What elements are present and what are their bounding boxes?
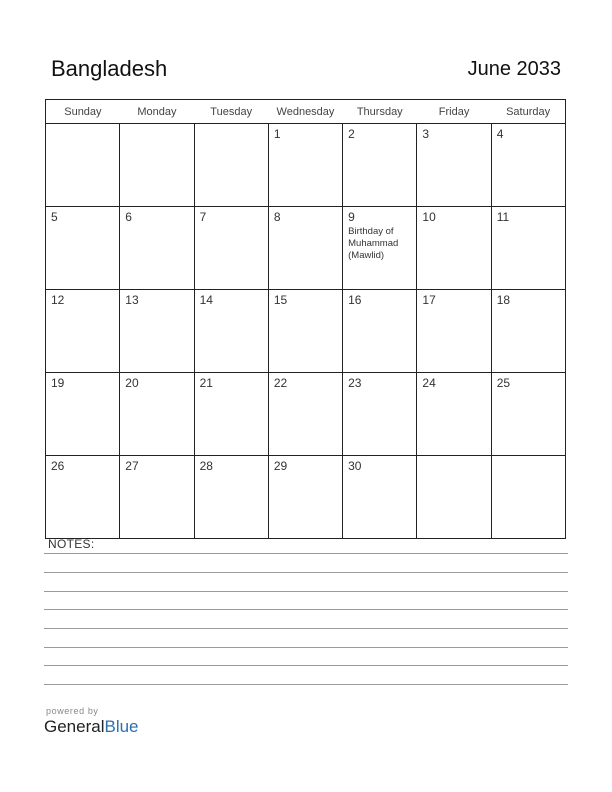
day-number: 28 [199, 459, 213, 473]
generalblue-logo[interactable] [44, 717, 139, 737]
weekday-header-row [46, 100, 566, 124]
day-cell[interactable] [491, 207, 565, 290]
day-cell[interactable] [194, 124, 268, 207]
day-cell[interactable] [417, 124, 491, 207]
weekday-monday: Monday [120, 100, 194, 124]
notes-label: NOTES: [48, 537, 95, 551]
day-cell[interactable] [491, 456, 565, 539]
day-cell[interactable] [491, 373, 565, 456]
day-cell[interactable] [268, 207, 342, 290]
notes-line [44, 553, 568, 554]
day-number: 27 [125, 459, 139, 473]
week-row [46, 290, 566, 373]
notes-line [44, 684, 568, 685]
day-number: 19 [51, 376, 65, 390]
month-title: June 2033 [467, 58, 561, 80]
weekday-tuesday: Tuesday [194, 100, 268, 124]
weekday-saturday: Saturday [491, 100, 565, 124]
day-number: 8 [273, 210, 281, 224]
day-number: 9 [348, 210, 355, 224]
day-cell[interactable] [120, 290, 194, 373]
day-number: 12 [51, 293, 65, 307]
week-row [46, 456, 566, 539]
day-cell[interactable] [343, 207, 417, 290]
day-cell[interactable] [417, 207, 491, 290]
day-number: 30 [348, 459, 362, 473]
day-number: 1 [273, 127, 281, 141]
country-title: Bangladesh [51, 56, 168, 81]
week-row [46, 124, 566, 207]
day-number: 3 [422, 127, 430, 141]
day-cell[interactable] [343, 124, 417, 207]
day-number: 16 [348, 293, 362, 307]
day-cell[interactable] [343, 456, 417, 539]
calendar-grid [45, 99, 566, 539]
day-cell[interactable] [343, 373, 417, 456]
day-cell[interactable] [194, 456, 268, 539]
day-number: 11 [496, 210, 510, 224]
day-cell[interactable] [194, 207, 268, 290]
day-number: 4 [496, 127, 504, 141]
day-cell[interactable] [343, 290, 417, 373]
notes-line [44, 665, 568, 666]
day-cell[interactable] [491, 290, 565, 373]
notes-line [44, 591, 568, 592]
day-cell[interactable] [194, 373, 268, 456]
day-cell[interactable] [46, 207, 120, 290]
day-cell[interactable] [491, 124, 565, 207]
day-number: 6 [125, 210, 132, 224]
day-cell[interactable] [194, 290, 268, 373]
day-cell[interactable] [46, 456, 120, 539]
day-cell[interactable] [268, 373, 342, 456]
day-number: 17 [422, 293, 436, 307]
day-cell[interactable] [120, 456, 194, 539]
day-cell[interactable] [268, 124, 342, 207]
day-cell[interactable] [46, 290, 120, 373]
day-cell[interactable] [268, 456, 342, 539]
notes-line [44, 609, 568, 610]
day-number: 18 [496, 293, 511, 307]
notes-line [44, 628, 568, 629]
day-number: 23 [348, 376, 362, 390]
weekday-sunday: Sunday [46, 100, 120, 124]
day-cell[interactable] [417, 456, 491, 539]
day-number: 20 [125, 376, 139, 390]
day-cell[interactable] [417, 290, 491, 373]
week-row [46, 207, 566, 290]
day-number: 15 [273, 293, 288, 307]
day-number: 5 [51, 210, 58, 224]
day-cell[interactable] [268, 290, 342, 373]
powered-by-text: powered by [46, 706, 99, 716]
day-number: 26 [51, 459, 65, 473]
day-cell[interactable] [46, 373, 120, 456]
brand-general: General [44, 717, 105, 736]
week-row [46, 373, 566, 456]
weekday-thursday: Thursday [343, 100, 417, 124]
day-number: 7 [199, 210, 207, 224]
day-number: 13 [125, 293, 139, 307]
day-number: 24 [422, 376, 436, 390]
notes-line [44, 572, 568, 573]
day-cell[interactable] [120, 373, 194, 456]
day-number: 21 [199, 376, 213, 390]
brand-blue: Blue [104, 717, 139, 736]
day-cell[interactable] [46, 124, 120, 207]
holiday-label: Birthday of Muhammad (Mawlid) [348, 226, 399, 261]
day-number: 14 [199, 293, 213, 307]
day-cell[interactable] [417, 373, 491, 456]
day-number: 2 [348, 127, 355, 141]
weekday-wednesday: Wednesday [268, 100, 342, 124]
day-number: 29 [273, 459, 288, 473]
day-number: 22 [273, 376, 288, 390]
notes-line [44, 647, 568, 648]
day-number: 25 [496, 376, 511, 390]
day-number: 10 [422, 210, 436, 224]
weekday-friday: Friday [417, 100, 491, 124]
day-cell[interactable] [120, 124, 194, 207]
day-cell[interactable] [120, 207, 194, 290]
